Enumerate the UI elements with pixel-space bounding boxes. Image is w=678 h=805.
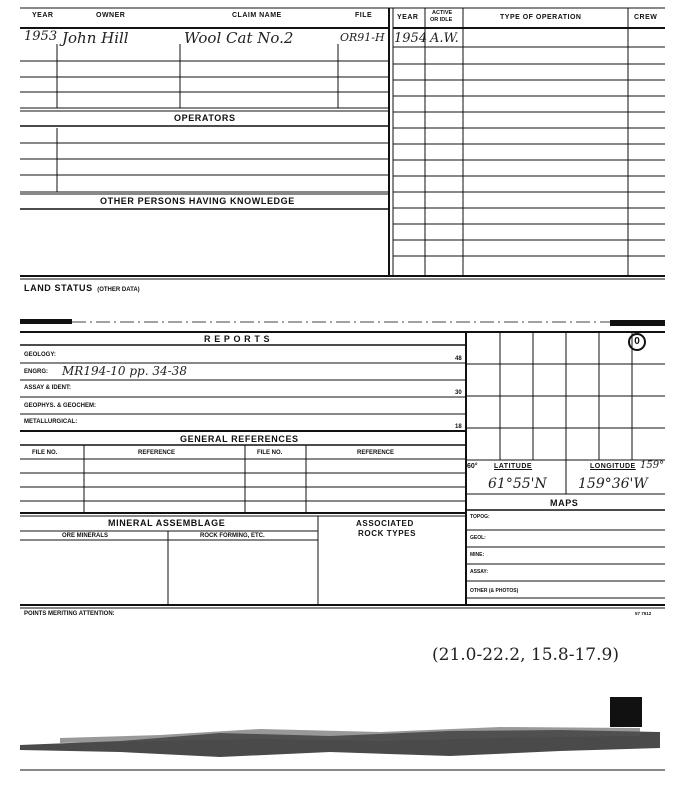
general-references-title: GENERAL REFERENCES bbox=[180, 434, 299, 444]
associated-label: ASSOCIATED bbox=[356, 519, 414, 528]
header-or-idle: OR IDLE bbox=[430, 17, 453, 23]
other-persons-label: OTHER PERSONS HAVING KNOWLEDGE bbox=[100, 196, 295, 206]
ore-minerals-label: ORE MINERALS bbox=[62, 533, 109, 539]
land-status-sub: (OTHER DATA) bbox=[97, 287, 140, 293]
reports-engrg-value: MR194-10 pp. 34-38 bbox=[62, 364, 187, 378]
maps-geol: GEOL: bbox=[470, 535, 486, 541]
reports-title: R E P O R T S bbox=[204, 334, 271, 344]
maps-other: OTHER (& PHOTOS) bbox=[470, 588, 519, 594]
maps-assay: ASSAY: bbox=[470, 569, 489, 575]
land-status-label: LAND STATUS bbox=[24, 283, 93, 293]
reports-assay-label: ASSAY & IDENT: bbox=[24, 385, 72, 391]
reports-metallurgical-label: METALLURGICAL: bbox=[24, 419, 78, 425]
points-meriting-attention: POINTS MERITING ATTENTION: bbox=[24, 611, 115, 617]
rock-forming-label: ROCK FORMING, ETC. bbox=[200, 533, 265, 539]
longitude-value: 159°36'W bbox=[578, 476, 648, 492]
reports-geophys-label: GEOPHYS. & GEOCHEM: bbox=[24, 403, 97, 409]
reports-metallurgical-num: 18 bbox=[455, 424, 462, 430]
handwritten-coordinates-note: (21.0-22.2, 15.8-17.9) bbox=[432, 645, 619, 665]
maps-topog: TOPOG: bbox=[470, 514, 490, 520]
reports-geology-num: 48 bbox=[455, 356, 462, 362]
entry-active: A.W. bbox=[430, 31, 459, 46]
header-owner: OWNER bbox=[96, 12, 126, 19]
entry-year: 1953 bbox=[24, 29, 58, 44]
header-file: FILE bbox=[355, 12, 373, 19]
gr-file-no-2: FILE NO. bbox=[257, 450, 283, 456]
grid-circle-mark: 0 bbox=[628, 333, 646, 351]
latitude-label: LATITUDE bbox=[494, 463, 533, 470]
header-op-year: YEAR bbox=[397, 14, 419, 21]
mineral-assemblage-title: MINERAL ASSEMBLAGE bbox=[108, 518, 226, 528]
latitude-prefix: 60° bbox=[467, 463, 478, 470]
maps-title: MAPS bbox=[550, 498, 579, 508]
header-crew: CREW bbox=[634, 14, 658, 21]
operators-label: OPERATORS bbox=[174, 113, 236, 123]
entry-file: OR91-H bbox=[340, 31, 385, 44]
longitude-suffix: 159° bbox=[640, 460, 665, 471]
latitude-value: 61°55'N bbox=[488, 476, 547, 492]
entry-op-year: 1954 bbox=[394, 31, 428, 46]
gr-file-no-1: FILE NO. bbox=[32, 450, 58, 456]
entry-owner: John Hill bbox=[62, 29, 129, 47]
longitude-label: LONGITUDE bbox=[590, 463, 636, 470]
reports-geology-label: GEOLOGY: bbox=[24, 352, 56, 358]
form-number: 57 7512 bbox=[635, 611, 652, 616]
entry-claim-name: Wool Cat No.2 bbox=[184, 29, 294, 47]
header-claim-name: CLAIM NAME bbox=[232, 12, 282, 19]
header-active: ACTIVE bbox=[432, 10, 453, 16]
reports-assay-num: 30 bbox=[455, 390, 462, 396]
gr-reference-2: REFERENCE bbox=[357, 450, 395, 456]
header-year: YEAR bbox=[32, 12, 54, 19]
maps-mine: MINE: bbox=[470, 552, 485, 558]
rock-types-label: ROCK TYPES bbox=[358, 529, 417, 538]
land-status bbox=[24, 278, 140, 296]
gr-reference-1: REFERENCE bbox=[138, 450, 176, 456]
header-type-of-operation: TYPE OF OPERATION bbox=[500, 14, 582, 21]
reports-engrg-label: ENGRG: bbox=[24, 369, 48, 375]
